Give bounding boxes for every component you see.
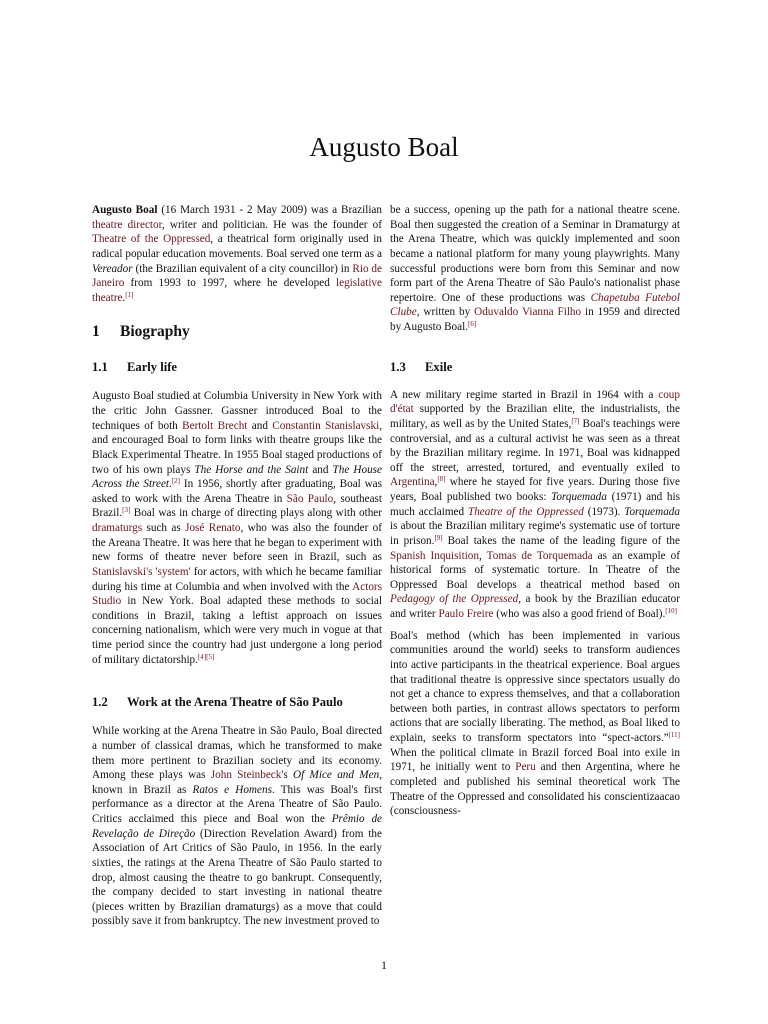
subsection-heading-early-life — [92, 359, 382, 375]
body-text: Augusto Boal studied at Columbia University in New York with the critic John Gassner. Gassner introduced Boal to the techniques of both — [92, 390, 382, 432]
body-text: Boal's teachings were controversial, and as a cultural activist he was seen as a threat by the Brazilian military regime. In 1971, Boal was kidnapped off the street, arrested, tortured, and eventually exiled to — [390, 417, 681, 474]
link-argentina[interactable]: Argentina — [390, 476, 435, 489]
section-heading-biography — [92, 322, 382, 342]
intro-text: , writer and politician. He was the founder of — [161, 218, 382, 231]
link-spanish-inquisition[interactable]: Spanish Inquisition — [390, 549, 479, 562]
body-text: , southeast Brazil. — [92, 492, 383, 520]
section-number: 1 — [92, 323, 100, 341]
section-title: Early life — [127, 360, 178, 375]
intro-paragraph — [92, 203, 382, 305]
citation-link[interactable]: [6] — [468, 320, 477, 328]
link-constantin-stanislavski[interactable]: Constantin Stanislavski — [272, 419, 380, 432]
citation-link[interactable]: [3] — [122, 506, 131, 515]
body-text: is about the Brazilian military regime's systematic use of torture in prison. — [390, 520, 680, 547]
link-stanislavski-system[interactable]: Stanislavski's 'system' — [92, 565, 191, 578]
body-text: in New York. Boal adapted these methods to social conditions in Brazil, taking a leftist approach on issues concerning nationalism, which were very much in vogue at that time period since the country had just undergone a long period of military dictatorship. — [92, 595, 382, 666]
body-text: , — [434, 476, 438, 489]
body-text: , — [479, 549, 487, 562]
subject-name: Augusto Boal — [92, 204, 158, 216]
link-theatre-of-the-oppressed-book[interactable] — [468, 506, 584, 518]
citation-link[interactable]: [11] — [668, 731, 680, 739]
method-paragraph — [390, 629, 680, 819]
link-oduvaldo-vianna-filho[interactable]: Oduvaldo Vianna Filho — [474, 306, 582, 319]
body-text: A new military regime started in Brazil in 1964 with a — [390, 388, 659, 401]
link-rio-de-janeiro[interactable]: Rio de Janeiro — [92, 262, 382, 290]
intro-text: (16 March 1931 - 2 May 2009) was a Brazilian — [157, 204, 382, 216]
link-bertolt-brecht[interactable]: Bertolt Brecht — [182, 419, 248, 432]
link-jose-renato[interactable]: José Renato — [185, 522, 241, 534]
section-number: 1.3 — [390, 359, 406, 374]
body-text: supported by the Brazilian elite, the industrialists, the military, as well as by the United States, — [390, 403, 680, 430]
body-text: 's — [281, 769, 294, 782]
body-text: where he stayed for five years. During those five years, Boal published two books: — [390, 476, 680, 503]
page-number: 1 — [381, 958, 387, 972]
body-text: , known in Brazil as — [92, 769, 382, 796]
body-text: . — [169, 478, 172, 491]
subsection-heading-arena-theatre — [92, 694, 382, 710]
body-text: (who was also a good friend of Boal). — [493, 608, 666, 620]
subsection-heading-exile — [390, 359, 680, 375]
body-text: in 1959 and directed by Augusto Boal. — [390, 306, 680, 333]
link-paulo-freire[interactable]: Paulo Freire — [438, 608, 494, 620]
link-dramaturgs[interactable]: dramaturgs — [92, 522, 143, 534]
left-column — [92, 203, 382, 929]
intro-text: , a theatrical form originally used in radical popular education movements. Boal served one term as a — [92, 233, 382, 260]
right-column — [390, 203, 680, 819]
body-text: as an example of historical forms of systematic torture. In Theatre of the Oppressed Boal develops a theatrical method based on — [390, 549, 680, 591]
intro-text: (the Brazilian equivalent of a city councillor) in — [132, 262, 353, 275]
arena-paragraph — [92, 724, 382, 929]
arena-paragraph-continued — [390, 203, 680, 335]
body-text: (1971) and his much acclaimed — [390, 491, 680, 518]
link-john-steinbeck[interactable]: John Steinbeck — [210, 769, 282, 782]
link-tomas-de-torquemada[interactable]: Tomas de Torquemada — [486, 549, 593, 562]
award-title: Prêmio de Revelação de Direção — [92, 813, 382, 840]
body-text: , a book by the Brazilian educator and writer — [390, 593, 680, 620]
play-title: The Horse and the Saint — [194, 463, 309, 476]
body-text: Boal's method (which has been implemented in various communities around the world) seeks to transform audiences into active participants in the theatrical experience. Boal argues that traditional theatre is oppressive since spectators usually do not get a chance to express themselves, and that a collaboration between both parties, in contrast allows spectators to perform actions that are socially liberating. The method, as Boal liked to explain, seeks to transform spectators into “spect-actors.” — [390, 629, 680, 744]
body-text: , written by — [416, 306, 475, 319]
section-title: Work at the Arena Theatre of São Paulo — [127, 695, 343, 710]
body-text: Boal was in charge of directing plays along with other — [130, 507, 382, 520]
body-text: and — [308, 463, 333, 476]
body-text: (Direction Revelation Award) from the Association of Art Critics of São Paulo, in 1956. In the early sixties, the ratings at the Arena Theatre of São Paulo started to drop, almost causing the theatre to go bankrupt. Consequently, the company decided to start investing in national theatre (pieces written by Brazilian dramaturgs) as a move that could possibly save it from bankruptcy. The new investment proved to — [92, 827, 382, 928]
link-theatre-director[interactable]: theatre director — [92, 218, 162, 231]
body-text: . This was Boal's first performance as a director at the Arena Theatre of São Paulo. Critics acclaimed this piece and Boal won the — [92, 783, 383, 825]
link-sao-paulo[interactable]: São Paulo — [286, 492, 334, 505]
page-title: Augusto Boal — [309, 132, 459, 163]
body-text: , and encouraged Boal to form links with theatre groups like the Black Experimental Theatre. In 1955 Boal staged productions of two of his own plays — [92, 419, 382, 476]
body-text: and — [247, 419, 273, 432]
intro-emphasis: Vereador — [92, 262, 133, 275]
play-title: Ratos e Homens — [192, 783, 272, 796]
early-life-paragraph — [92, 389, 382, 667]
citation-link[interactable]: [2] — [171, 477, 181, 486]
body-text: In 1956, shortly after graduating, Boal was asked to work with the Arena Theatre in — [92, 478, 383, 505]
intro-text: from 1993 to 1997, where he developed — [124, 277, 337, 290]
body-text: (1973). — [583, 505, 625, 518]
body-text: such as — [142, 522, 186, 534]
body-text: Boal takes the name of the leading figure of the — [442, 534, 680, 547]
citation-link[interactable]: [8] — [437, 475, 446, 484]
body-text: and then Argentina, where he completed and published his seminal theoretical work The Theatre of the Oppressed and consolidated his conscientizaacao (consciousness- — [390, 761, 681, 818]
section-number: 1.1 — [92, 360, 108, 375]
link-coup-detat[interactable]: coup d'état — [390, 388, 680, 416]
body-text: While working at the Arena Theatre in São Paulo, Boal directed a number of classical dramas, which he transformed to make them more pertinent to Brazilian society and its economy. Among these plays was — [92, 725, 382, 782]
citation-link[interactable]: [4][5] — [197, 652, 215, 661]
body-text: for actors, with which he became familiar during his time at Columbia and when involved with the — [92, 565, 382, 593]
citation-link[interactable]: [10] — [665, 607, 677, 615]
link-text: Theatre of the Oppressed — [467, 505, 584, 518]
section-title: Biography — [120, 323, 190, 341]
citation-link[interactable]: [7] — [571, 416, 580, 425]
link-legislative-theatre[interactable]: legislative theatre — [92, 277, 382, 304]
link-theatre-of-the-oppressed[interactable]: Theatre of the Oppressed — [92, 233, 211, 246]
intro-text: . — [122, 291, 126, 304]
citation-link[interactable]: [1] — [125, 290, 134, 299]
body-text: be a success, opening up the path for a national theatre scene. Boal then suggested the creation of a Seminar in Dramaturgy at the Arena Theatre, which was quickly implemented and soon became a national platform for many young playwrights. Many successful productions were born from this Seminar and now form part of the Arena Theatre of São Paulo's nationalist phase repertoire. One of these productions was — [390, 204, 680, 304]
book-title: Torquemada — [624, 505, 680, 518]
citation-link[interactable]: [9] — [434, 533, 443, 542]
section-number: 1.2 — [92, 695, 108, 710]
exile-paragraph — [390, 388, 680, 622]
link-actors-studio[interactable]: Actors Studio — [92, 580, 382, 608]
link-text: Pedagogy of the Oppressed — [390, 593, 519, 606]
body-text: , who was also the founder of the Areana Theatre. It was here that he began to experiment with new forms of theatre never before seen in Brazil, such as — [92, 522, 382, 564]
link-pedagogy-of-the-oppressed[interactable] — [390, 593, 518, 605]
book-title: Torquemada — [551, 491, 607, 503]
play-title: Of Mice and Men — [293, 769, 380, 782]
body-text: When the political climate in Brazil forced Boal into exile in 1971, he initially went to — [390, 746, 680, 774]
link-peru[interactable]: Peru — [515, 761, 536, 774]
link-text: Chapetuba Futebol Clube — [390, 291, 680, 319]
play-title: The House Across the Street — [92, 463, 382, 491]
section-title: Exile — [425, 359, 453, 374]
